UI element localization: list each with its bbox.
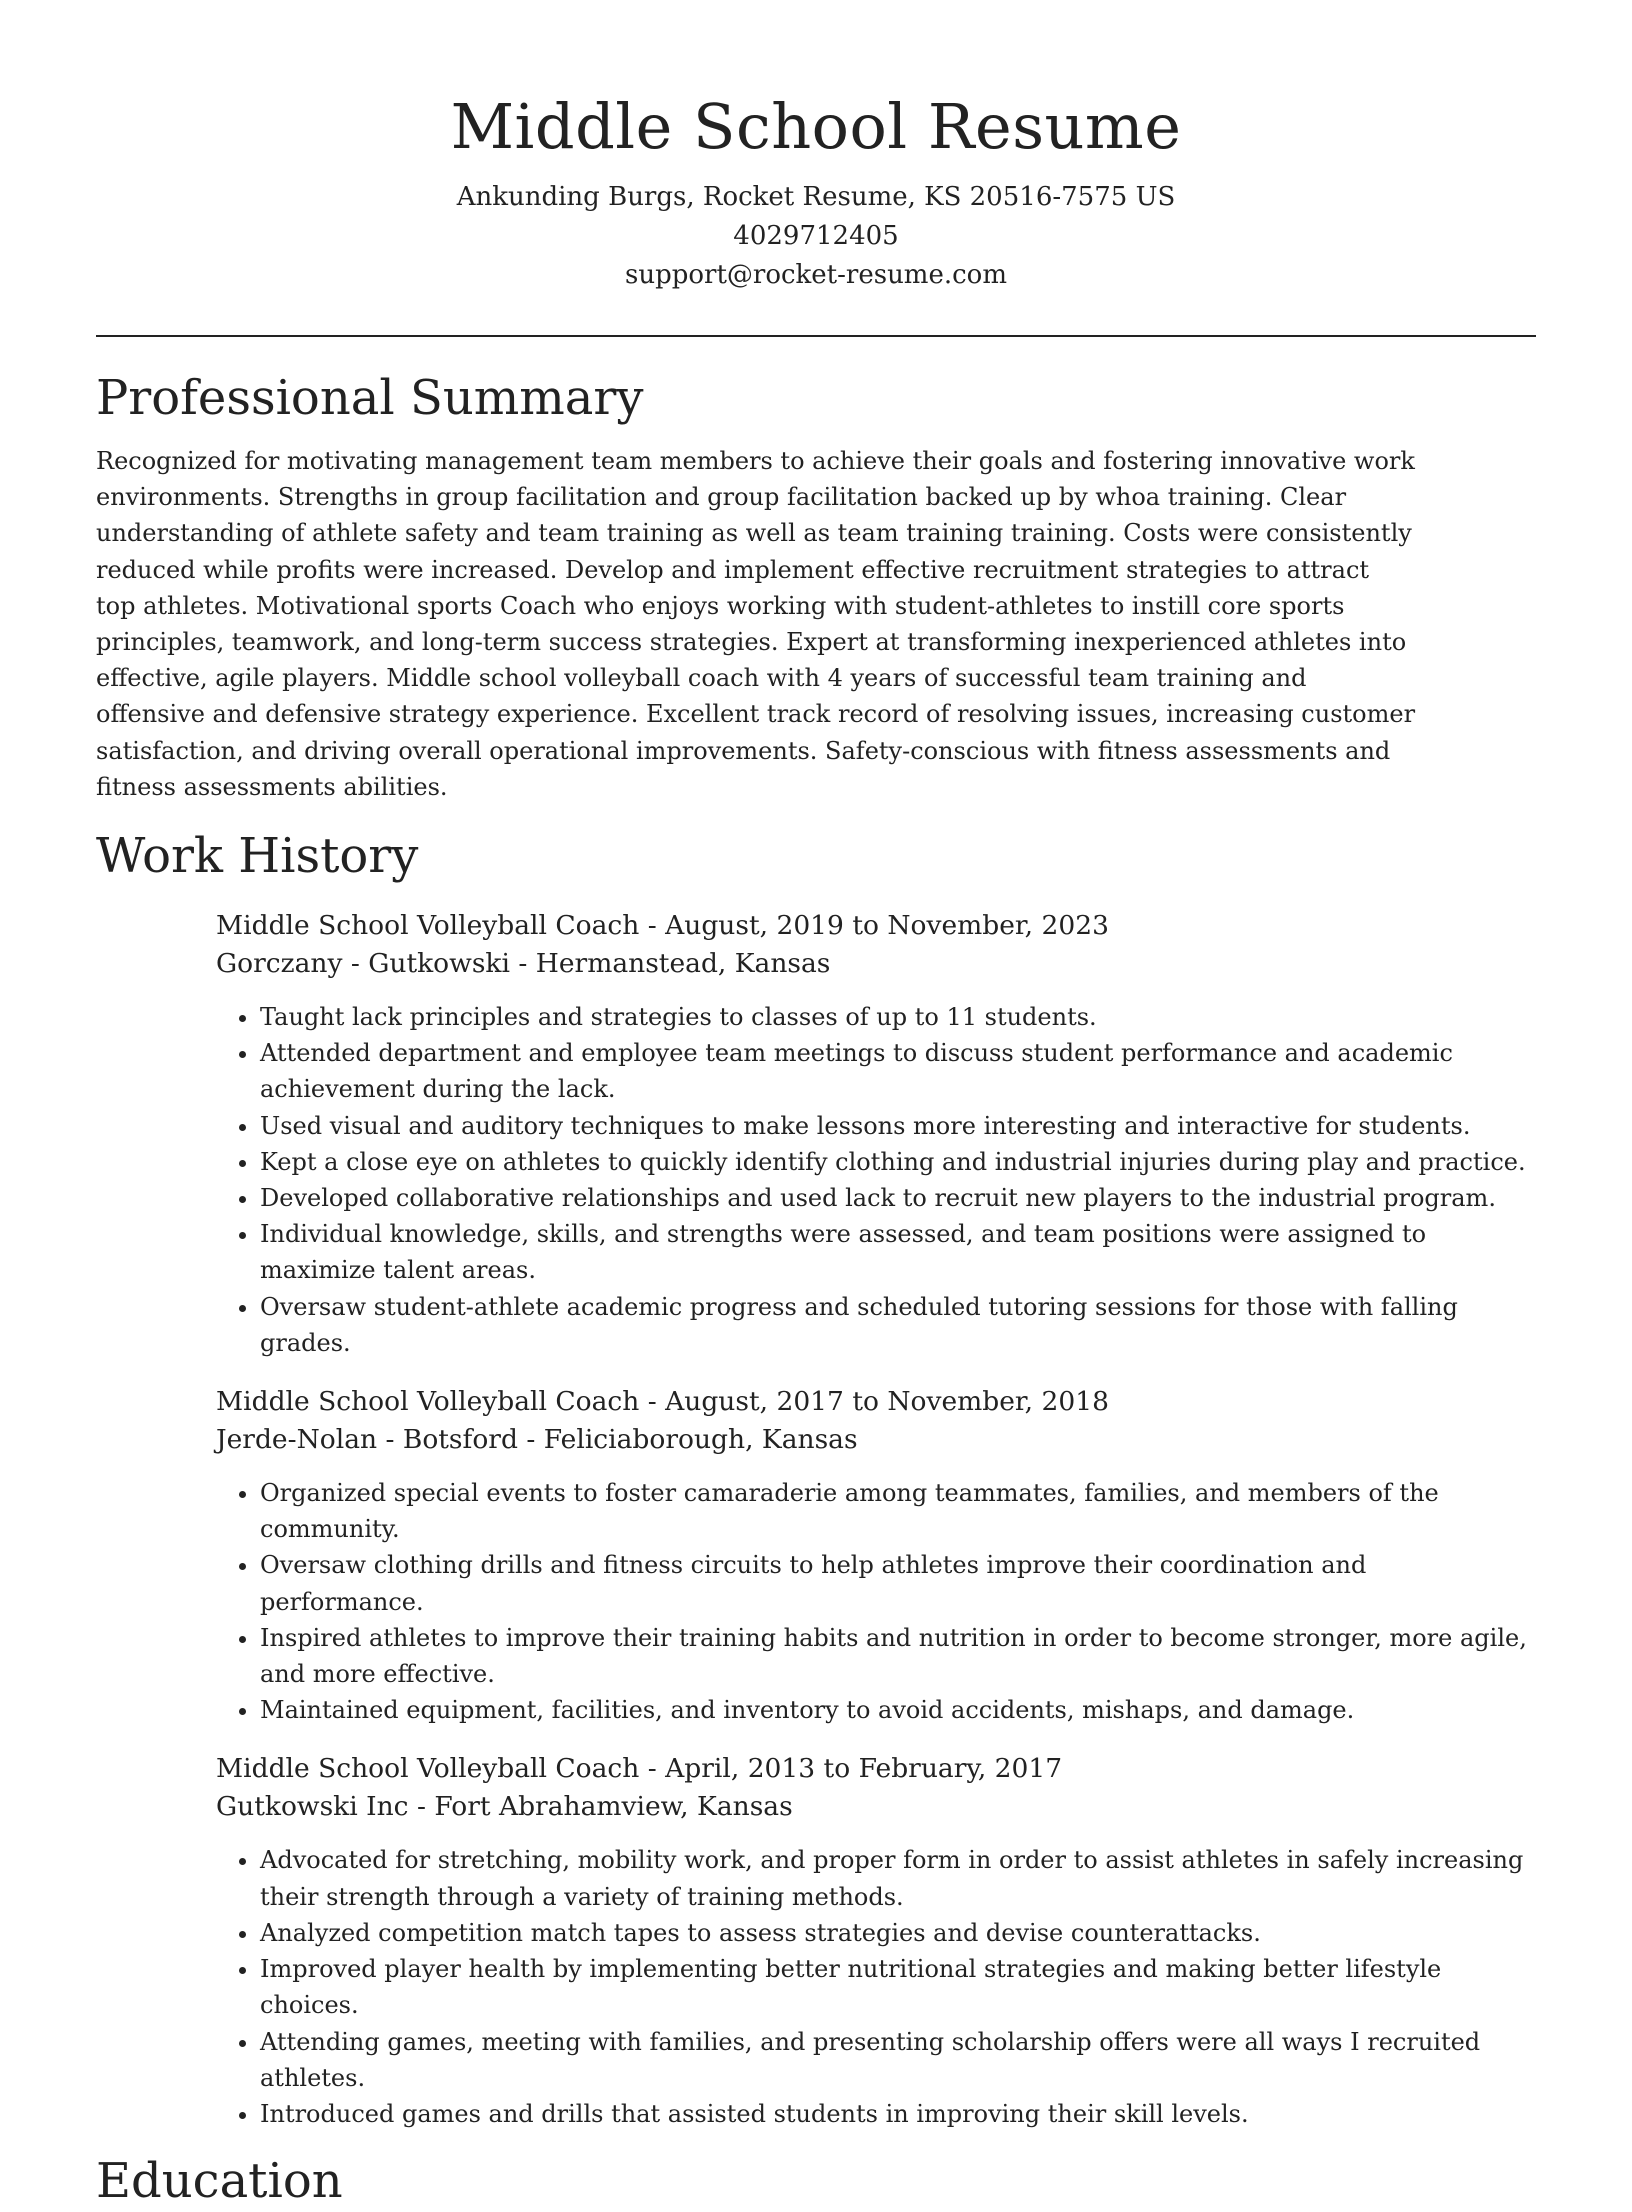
job-bullet: • Oversaw student-athlete academic progress and scheduled tutoring sessions for those with falling grades. bbox=[260, 1289, 1536, 1361]
job-location: - Hermanstead, Kansas bbox=[509, 948, 831, 980]
resume-title: Middle School Resume bbox=[450, 90, 1182, 163]
job-dates: - April, 2013 to February, 2017 bbox=[639, 1753, 1063, 1785]
job-bullet: • Individual knowledge, skills, and strengths were assessed, and team positions were assigned to maximize talent areas. bbox=[260, 1216, 1536, 1288]
job-entry bbox=[216, 907, 1536, 1361]
summary-heading: Professional Summary bbox=[96, 370, 644, 426]
job-company-line bbox=[216, 945, 1536, 983]
job-bullet: • Used visual and auditory techniques to make lessons more interesting and interactive for students. bbox=[260, 1108, 1536, 1144]
job-title: Middle School Volleyball Coach bbox=[216, 1753, 640, 1785]
job-bullet: • Inspired athletes to improve their training habits and nutrition in order to become stronger, more agile, and more effective. bbox=[260, 1620, 1536, 1692]
job-dates: - August, 2019 to November, 2023 bbox=[639, 910, 1109, 942]
job-company: Gorczany - Gutkowski bbox=[216, 948, 510, 980]
job-bullet: • Advocated for stretching, mobility work, and proper form in order to assist athletes in safely increasing their strength through a variety of training methods. bbox=[260, 1842, 1536, 1914]
job-title-line bbox=[216, 907, 1536, 945]
summary-section bbox=[96, 367, 1536, 805]
work-history-section bbox=[96, 825, 1536, 2132]
job-bullet: • Oversaw clothing drills and fitness circuits to help athletes improve their coordination and performance. bbox=[260, 1547, 1536, 1619]
job-bullet: • Attending games, meeting with families, and presenting scholarship offers were all ways I recruited athletes. bbox=[260, 2024, 1536, 2096]
job-bullet: • Introduced games and drills that assisted students in improving their skill levels. bbox=[260, 2096, 1536, 2132]
job-bullet-list bbox=[216, 999, 1536, 1361]
resume-header bbox=[96, 84, 1536, 295]
job-title-line bbox=[216, 1383, 1536, 1421]
contact-email: support@rocket-resume.com bbox=[624, 260, 1007, 290]
job-bullet: • Organized special events to foster camaraderie among teammates, families, and members of the community. bbox=[260, 1475, 1536, 1547]
job-bullet: • Developed collaborative relationships and used lack to recruit new players to the industrial program. bbox=[260, 1180, 1536, 1216]
job-title: Middle School Volleyball Coach bbox=[216, 910, 640, 942]
job-bullet-list bbox=[216, 1842, 1536, 2132]
job-title-line bbox=[216, 1750, 1536, 1788]
job-bullet: • Kept a close eye on athletes to quickly identify clothing and industrial injuries during play and practice. bbox=[260, 1144, 1536, 1180]
job-bullet: • Taught lack principles and strategies to classes of up to 11 students. bbox=[260, 999, 1536, 1035]
summary-text: Recognized for motivating management team members to achieve their goals and fostering innovative work environments. Strengths in group facilitation and group facilitation backed up by whoa training. Clear understanding of athlete safety and team training as well as team training training. Costs were consistently reduced while profits were increased. Develop and implement effective recruitment strategies to attract top athletes. Motivational sports Coach who enjoys working with student-athletes to instill core sports principles, teamwork, and long-term success strategies. Expert at transforming inexperienced athletes into effective, agile players. Middle school volleyball coach with 4 years of successful team training and offensive and defensive strategy experience. Excellent track record of resolving issues, increasing customer satisfaction, and driving overall operational improvements. Safety-conscious with fitness assessments and fitness assessments abilities. bbox=[96, 447, 1416, 801]
header-divider bbox=[96, 335, 1536, 337]
resume-page bbox=[96, 0, 1536, 2212]
education-section bbox=[96, 2150, 1536, 2212]
job-bullet-list bbox=[216, 1475, 1536, 1728]
contact-phone: 4029712405 bbox=[733, 221, 899, 251]
job-bullet: • Maintained equipment, facilities, and inventory to avoid accidents, mishaps, and damage. bbox=[260, 1692, 1536, 1728]
job-entry bbox=[216, 1383, 1536, 1728]
education-heading: Education bbox=[96, 2153, 343, 2210]
job-location: - Feliciaborough, Kansas bbox=[517, 1424, 858, 1456]
job-bullet: • Attended department and employee team meetings to discuss student performance and academic achievement during the lack. bbox=[260, 1035, 1536, 1107]
job-title: Middle School Volleyball Coach bbox=[216, 1386, 640, 1418]
job-dates: - August, 2017 to November, 2018 bbox=[639, 1386, 1109, 1418]
job-company-line bbox=[216, 1421, 1536, 1459]
job-bullet: • Improved player health by implementing better nutritional strategies and making better lifestyle choices. bbox=[260, 1951, 1536, 2023]
work-history-heading: Work History bbox=[96, 828, 419, 885]
job-bullet: • Analyzed competition match tapes to assess strategies and devise counterattacks. bbox=[260, 1915, 1536, 1951]
job-company: Gutkowski Inc bbox=[216, 1791, 409, 1823]
contact-address: Ankunding Burgs, Rocket Resume, KS 20516-7575 US bbox=[456, 182, 1176, 212]
job-entry bbox=[216, 1750, 1536, 2132]
job-company: Jerde-Nolan - Botsford bbox=[216, 1424, 518, 1456]
job-company-line bbox=[216, 1788, 1536, 1826]
job-location: - Fort Abrahamview, Kansas bbox=[408, 1791, 793, 1823]
